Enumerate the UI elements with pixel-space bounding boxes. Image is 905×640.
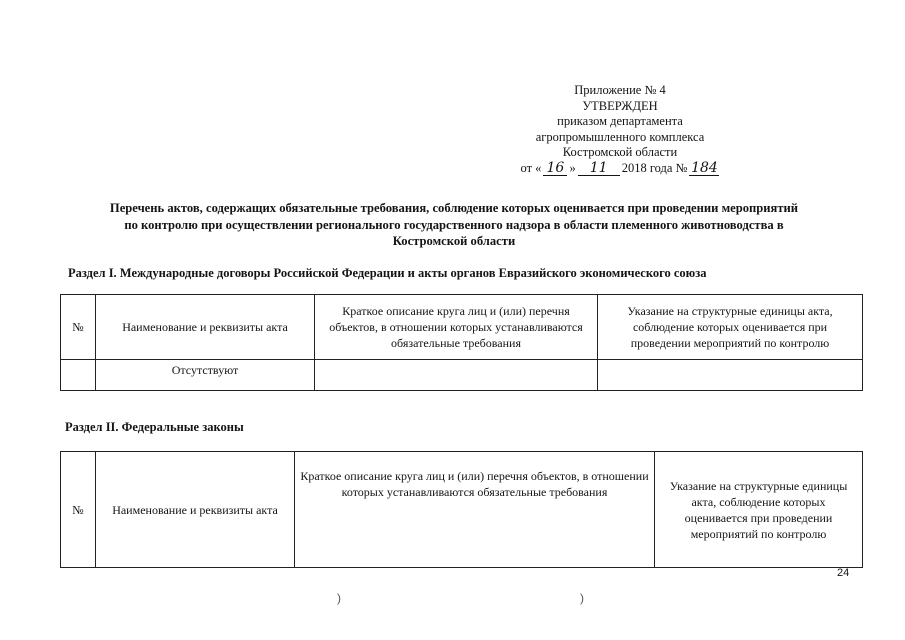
handwritten-month: 11 <box>578 161 620 176</box>
handwritten-order-number: 184 <box>691 159 718 176</box>
department-label: агропромышленного комплекса <box>535 129 705 144</box>
table-cell <box>598 360 863 391</box>
table-cell <box>61 360 96 391</box>
scan-artifact: ) <box>337 591 341 605</box>
order-date-line <box>490 161 750 177</box>
scan-artifact: ) <box>580 591 584 605</box>
document-title <box>66 200 842 250</box>
header-description: Краткое описание круга лиц и (или) перечня объектов, в отношении которых устанавливаются обязательные требования <box>295 452 655 568</box>
year-text: 2018 года № <box>621 160 688 175</box>
table-header-row <box>61 452 863 568</box>
title-line-1: Перечень актов, содержащих обязательные требования, соблюдение которых оценивается при проведении мероприятий <box>109 201 799 215</box>
table-cell <box>315 360 598 391</box>
header-act-name: Наименование и реквизиты акта <box>96 452 295 568</box>
header-description: Краткое описание круга лиц и (или) перечня объектов, в отношении которых устанавливаются обязательные требования <box>315 295 598 360</box>
section-2-table <box>60 451 863 568</box>
date-prefix: от « <box>520 160 542 175</box>
appendix-label: Приложение № 4 <box>574 83 666 97</box>
header-number: № <box>61 295 96 360</box>
date-mid: » <box>569 160 576 175</box>
section-2-heading: Раздел II. Федеральные законы <box>65 420 244 434</box>
handwritten-day: 16 <box>543 161 567 176</box>
header-act-name: Наименование и реквизиты акта <box>96 295 315 360</box>
section-1-table <box>60 294 863 391</box>
order-label: приказом департамента <box>557 114 683 128</box>
title-line-3: Костромской области <box>392 234 516 248</box>
table-row <box>61 360 863 391</box>
table-cell-absent: Отсутствуют <box>96 360 315 391</box>
title-line-2: по контролю при осуществлении регионального государственного надзора в области племенного животноводства в <box>124 217 784 232</box>
header-structural-units: Указание на структурные единицы акта, соблюдение которых оценивается при проведении мероприятий по контролю <box>598 295 863 360</box>
approved-label: УТВЕРЖДЕН <box>582 98 658 113</box>
table-header-row <box>61 295 863 360</box>
header-number: № <box>61 452 96 568</box>
section-1-heading: Раздел I. Международные договоры Российской Федерации и акты органов Евразийского экономического союза <box>68 266 707 280</box>
header-structural-units: Указание на структурные единицы акта, соблюдение которых оценивается при проведении мероприятий по контролю <box>655 452 863 568</box>
region-label: Костромской области <box>562 145 678 159</box>
approval-block <box>490 83 750 176</box>
page-number: 24 <box>837 567 850 579</box>
